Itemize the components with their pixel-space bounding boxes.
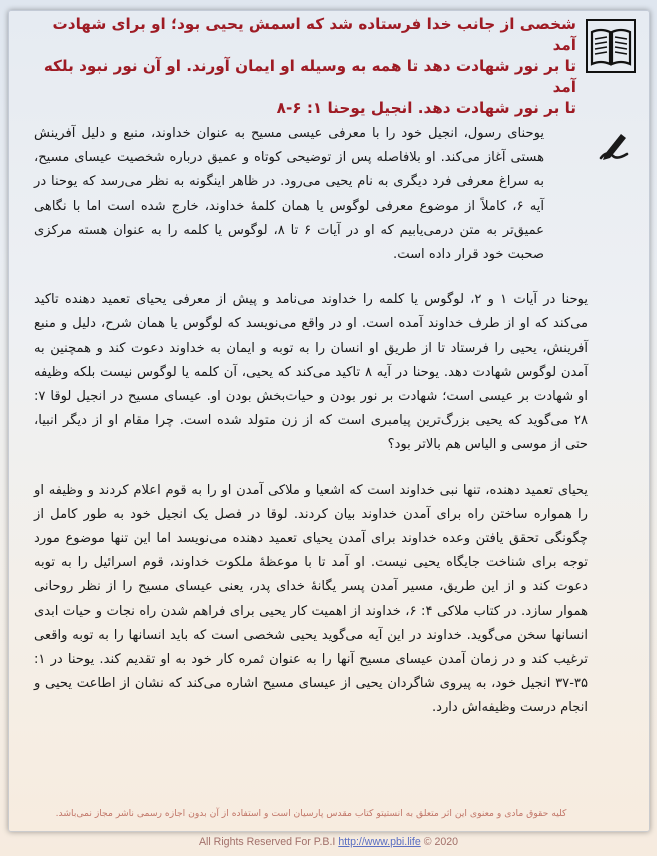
pen-writing-icon [597,128,631,162]
copyright-note: کلیه حقوق مادی و معنوی این اثر متعلق به انستیتو کتاب مقدس پارسیان است و استفاده از آن بدون اجازه رسمی ناشر مجاز نمی‌باشد. [55,808,567,819]
open-book-icon [586,18,636,74]
footer-copyright: © 2020 [423,836,459,848]
footer [0,836,657,848]
verse-header [22,14,636,117]
paragraph-2: یوحنا در آیات ۱ و ۲، لوگوس یا کلمه را خداوند می‌نامد و پیش از معرفی یحیای تعمید دهنده تاکید می‌کند که او از طرف خداوند آمده است. او در واقع می‌نویسد که لوگوس یا همان شرح، دلیل و منبع آفرینش، یحیی را فرستاد تا از طریق او انسان را به توبه و ایمان به خداوند دعوت کند و همچنین به آمدن لوگوس شهادت دهد. یوحنا در آیه ۸ تاکید می‌کند که یحیی، آن کلمه یا لوگوس نیست بلکه وظیفه او شهادت بر عیسی است؛ شهادت بر نور بودن و حیات‌بخش بودن او. عیسای مسیح در انجیل لوقا ۷: ۲۸ می‌گوید که یحیی بزرگ‌ترین پیامبری است که از زن متولد شده است. چرا مقام او از دیگر انبیا، حتی از موسی و الیاس هم بالاتر بود؟ [34,292,588,453]
article-body [34,122,588,742]
paragraph-3: یحیای تعمید دهنده، تنها نبی خداوند است که اشعیا و ملاکی آمدن او را به قوم اعلام کردند و وظیفه او را همواره ساختن راه برای آمدن خداوند بیان کردند. لوقا در فصل یک انجیل خود به طور کامل از چگونگی تحقق یافتن وعده خداوند برای آمدن یحیای تعمید دهنده می‌نویسد اما این تنها موضوع مورد توجه برای شناخت جایگاه یحیی نیست. او آمد تا با موعظهٔ ملکوت خداوند، قوم اسرائیل را به توبه دعوت کند و از این طریق، مسیر آمدن پسر یگانهٔ خدای پدر، یعنی عیسای مسیح را از نظر روحانی هموار سازد. در کتاب ملاکی ۴: ۶، خداوند از اهمیت کار یحیی برای فراهم شدن راه نجات و حیات ابدی انسانها سخن می‌گوید. خداوند در این آیه می‌گوید یحیی شخصی است که باید انسانها را به توبه واقعی ترغیب کند و در زمان آمدن عیسای مسیح آنها را به عنوان ثمره کار خود به او تقدیم کند. یوحنا در ۱: ۳۵-۳۷ انجیل خود، به پیروی شاگردان یحیی از عیسای مسیح اشاره می‌کند که نشان از اطاعت یحیی و انجام درست وظیفه‌اش دارد. [34,482,588,716]
paragraph-1: یوحنای رسول، انجیل خود را با معرفی عیسی مسیح به عنوان خداوند، منبع و دلیل آفرینش هستی آغاز می‌کند. او بلافاصله پس از توضیحی کوتاه و عمیق درباره شخصیت عیسای مسیح، به سراغ معرفی فرد دیگری به نام یحیی می‌رود. در ظاهر اینگونه به نظر می‌رسد که یوحنا در آیه ۶، کاملاً از موضوع معرفی لوگوس یا همان کلمهٔ خداوند، خارج شده است اما با نگاهی عمیق‌تر به متن درمی‌یابیم که او در آیات ۶ تا ۸، لوگوس یا کلمه را به عنوان هسته مرکزی صحبت خود قرار داده است. [34,126,545,263]
footer-rights: All Rights Reserved For P.B.I [198,836,336,848]
footer-link[interactable]: http://www.pbi.life [338,836,421,848]
verse-text: شخصی از جانب خدا فرستاده شد که اسمش یحیی بود؛ او برای شهادت آمد تا بر نور شهادت دهد تا همه به وسیله او ایمان آورند. او آن نور نبود بلکه آمد تا بر نور شهادت دهد. انجیل یوحنا ۱: ۶-۸ [43,15,576,117]
